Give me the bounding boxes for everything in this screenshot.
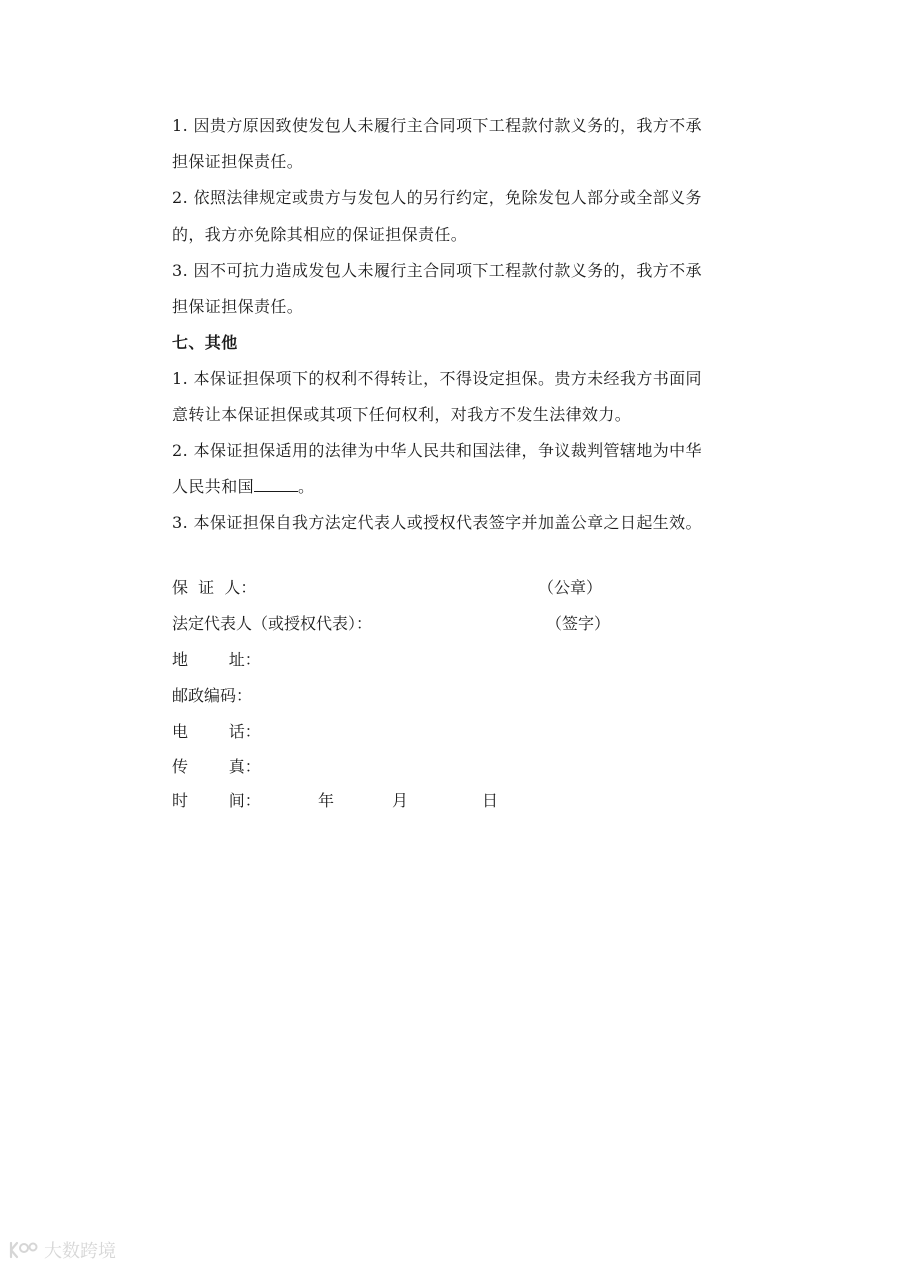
watermark-text: 大数跨境 bbox=[44, 1241, 116, 1262]
s7-item1-line1: 1. 本保证担保项下的权利不得转让，不得设定担保。贵方未经我方书面同 bbox=[172, 369, 702, 388]
guarantor-label: 保 证 人： bbox=[172, 578, 257, 597]
month-label: 月 bbox=[392, 791, 409, 810]
phone-label: 电 话： bbox=[172, 722, 261, 741]
kt-logo-icon bbox=[8, 1239, 40, 1261]
postcode-label: 邮政编码： bbox=[172, 686, 253, 705]
s6-item2-line2: 的，我方亦免除其相应的保证担保责任。 bbox=[172, 225, 468, 244]
s7-item2-line2-suffix: 。 bbox=[298, 477, 315, 496]
sign-note: （签字） bbox=[546, 614, 611, 633]
s7-item3-line1: 3. 本保证担保自我方法定代表人或授权代表签字并加盖公章之日起生效。 bbox=[172, 513, 702, 532]
year-label: 年 bbox=[318, 791, 335, 810]
time-label: 时 间： bbox=[172, 791, 261, 810]
s6-item1-line2: 担保证担保责任。 bbox=[172, 152, 304, 171]
s6-item3-line1: 3. 因不可抗力造成发包人未履行主合同项下工程款付款义务的，我方不承 bbox=[172, 261, 702, 280]
s6-item3-line2: 担保证担保责任。 bbox=[172, 297, 304, 316]
day-label: 日 bbox=[482, 791, 499, 810]
watermark bbox=[8, 1237, 116, 1263]
s7-item2-line2-prefix: 人民共和国 bbox=[172, 477, 255, 496]
s7-item2-line2 bbox=[172, 477, 314, 497]
address-label: 地 址： bbox=[172, 650, 261, 669]
s7-item1-line2: 意转让本保证担保或其项下任何权利，对我方不发生法律效力。 bbox=[172, 405, 632, 424]
rep-label: 法定代表人（或授权代表）： bbox=[172, 614, 373, 633]
section7-heading: 七、其他 bbox=[172, 333, 238, 352]
s6-item2-line1: 2. 依照法律规定或贵方与发包人的另行约定，免除发包人部分或全部义务 bbox=[172, 188, 702, 207]
s7-item2-line1: 2. 本保证担保适用的法律为中华人民共和国法律，争议裁判管辖地为中华 bbox=[172, 441, 702, 460]
seal-note: （公章） bbox=[538, 578, 603, 597]
jurisdiction-blank bbox=[254, 477, 298, 492]
s6-item1-line1: 1. 因贵方原因致使发包人未履行主合同项下工程款付款义务的，我方不承 bbox=[172, 116, 702, 135]
fax-label: 传 真： bbox=[172, 757, 261, 776]
